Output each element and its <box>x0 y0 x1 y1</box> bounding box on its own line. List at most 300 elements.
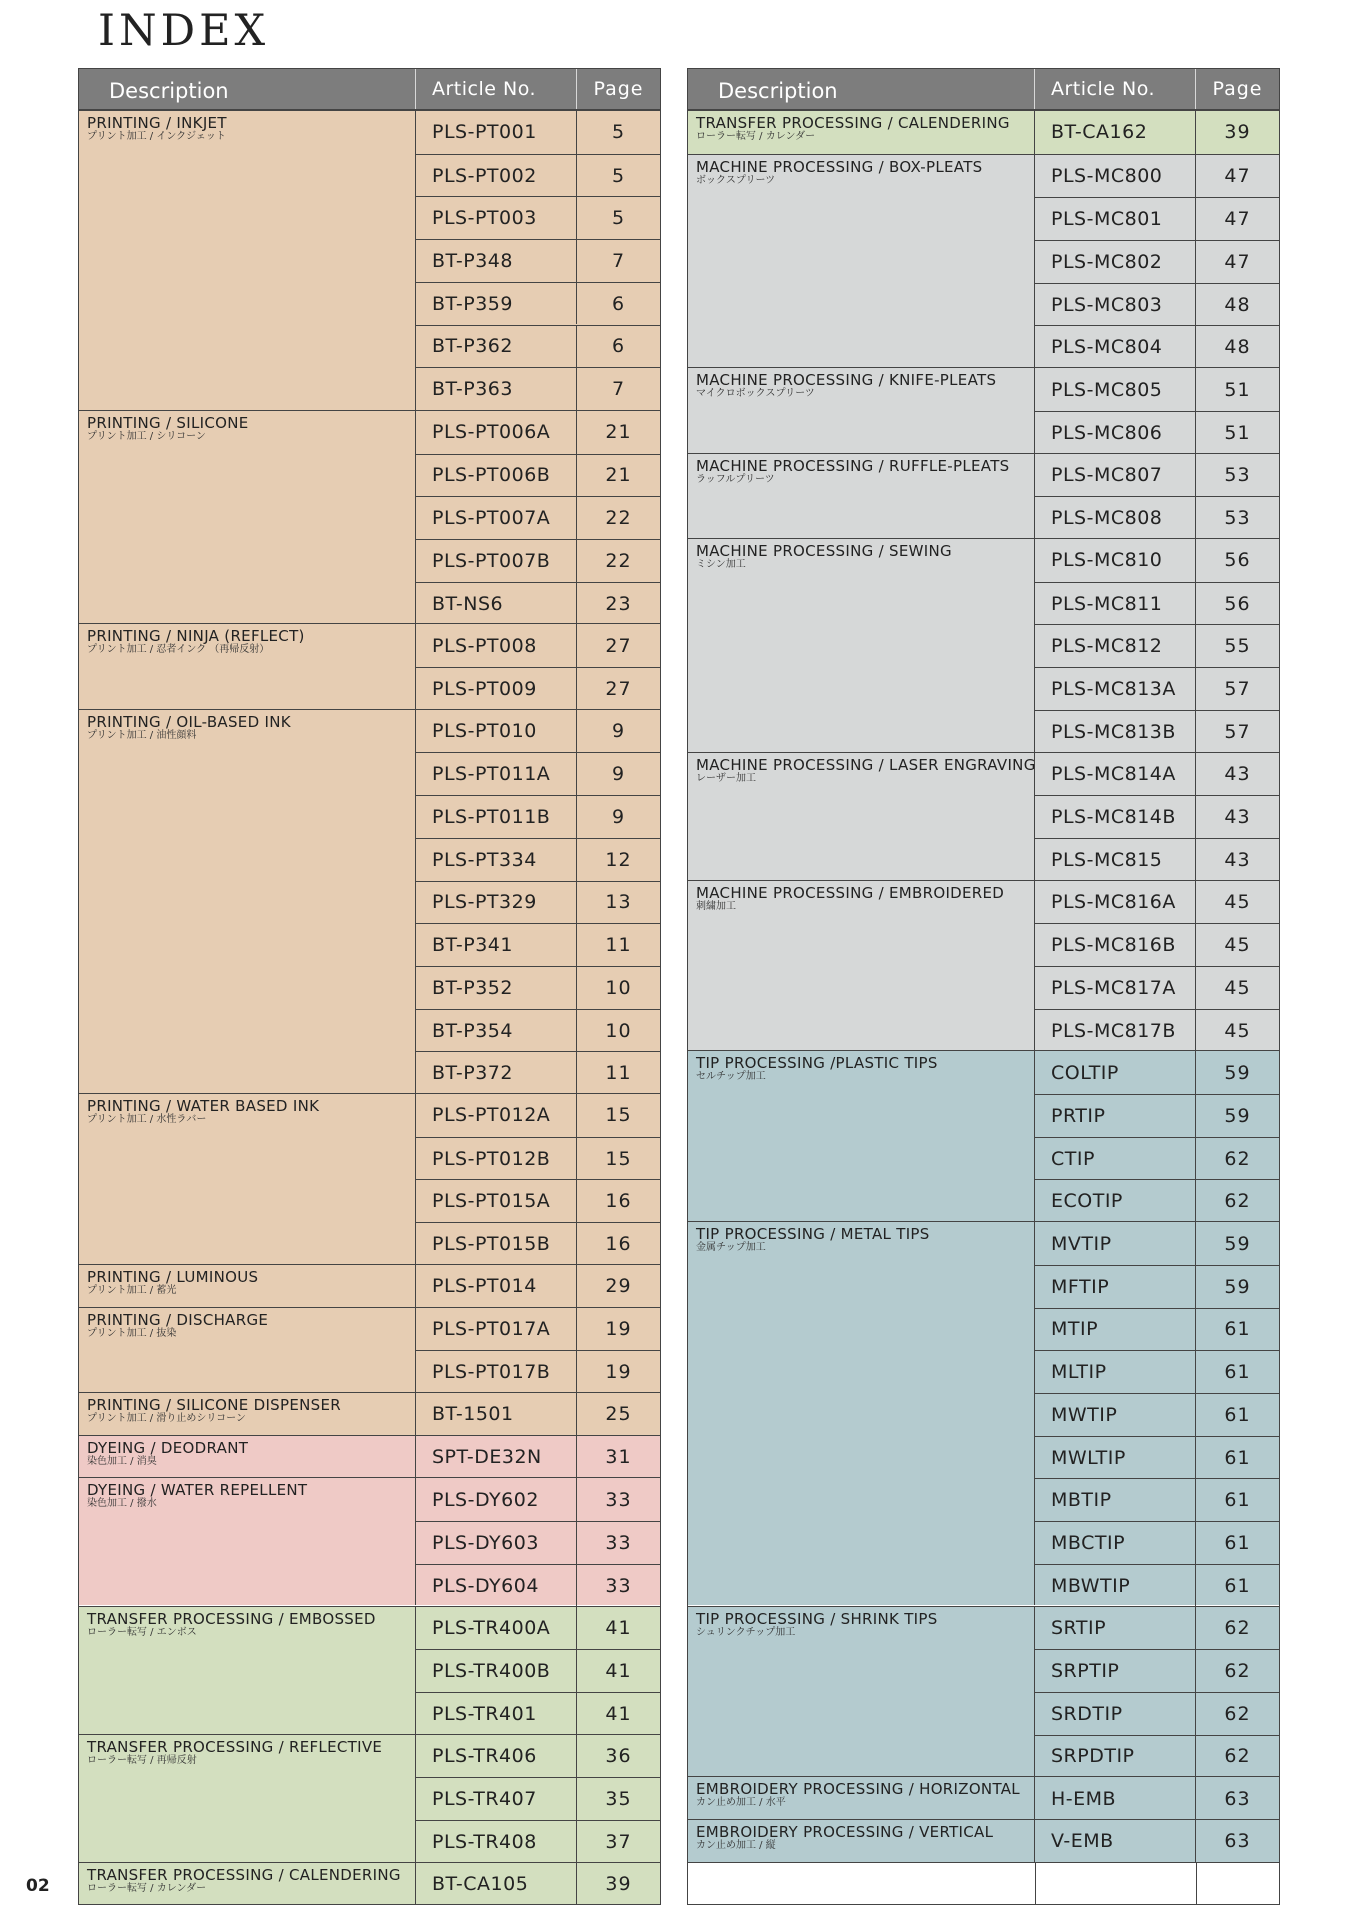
article-number: PLS-MC807 <box>1035 454 1196 497</box>
category-description <box>79 1436 416 1478</box>
category-name: MACHINE PROCESSING / RUFFLE-PLEATS <box>696 456 1010 475</box>
header-page: Page <box>593 78 644 100</box>
page-reference: 27 <box>605 677 632 700</box>
category-group <box>688 367 1279 452</box>
category-name-japanese: 金属チップ加工 <box>696 1242 766 1254</box>
article-number: MVTIP <box>1035 1222 1196 1265</box>
table-row <box>416 923 660 966</box>
category-name-japanese: カン止め加工 / 縦 <box>696 1840 776 1851</box>
table-row <box>416 582 660 625</box>
page-reference: 62 <box>1224 1190 1251 1213</box>
category-group <box>688 538 1279 752</box>
table-row <box>416 1649 660 1692</box>
table-row <box>416 411 660 454</box>
category-description <box>79 1265 416 1307</box>
article-number: PLS-MC803 <box>1035 284 1196 326</box>
table-row <box>1035 539 1279 582</box>
article-number: PLS-PT007B <box>416 540 577 582</box>
category-description <box>688 368 1035 452</box>
article-number: PLS-PT007A <box>416 497 577 539</box>
article-number: PLS-PT015A <box>416 1180 577 1222</box>
article-number: PLS-MC805 <box>1035 368 1196 411</box>
category-group <box>688 154 1279 368</box>
page-reference: 61 <box>1224 1531 1251 1554</box>
article-number: BT-CA162 <box>1035 111 1196 154</box>
table-row <box>1035 1009 1279 1052</box>
category-name-japanese: 染色加工 / 撥水 <box>87 1498 157 1510</box>
table-row <box>1035 923 1279 966</box>
page-reference: 19 <box>605 1361 632 1384</box>
article-number: PLS-MC801 <box>1035 198 1196 240</box>
article-number: COLTIP <box>1035 1051 1196 1094</box>
table-row <box>1035 411 1279 454</box>
page-reference: 62 <box>1224 1745 1251 1768</box>
table-row <box>1035 454 1279 497</box>
category-group <box>688 111 1279 154</box>
article-number: MBCTIP <box>1035 1522 1196 1564</box>
empty-cell <box>1035 1863 1197 1905</box>
table-row <box>1035 667 1279 710</box>
table-row <box>416 1137 660 1180</box>
category-name: DYEING / WATER REPELLENT <box>87 1481 308 1500</box>
page-reference: 51 <box>1224 421 1251 444</box>
page-reference: 33 <box>605 1488 632 1511</box>
article-number: PLS-PT012B <box>416 1138 577 1180</box>
article-number: PLS-PT017B <box>416 1351 577 1393</box>
category-description <box>688 155 1035 368</box>
page-reference: 53 <box>1224 463 1251 486</box>
article-number: PLS-PT003 <box>416 197 577 239</box>
category-name: MACHINE PROCESSING / SEWING <box>696 542 952 560</box>
category-description <box>79 1478 416 1605</box>
category-group <box>79 1093 660 1264</box>
header-description: Description <box>79 69 416 109</box>
table-row <box>1035 1051 1279 1094</box>
table-row <box>416 239 660 282</box>
table-row <box>1035 325 1279 368</box>
category-name-japanese: カン止め加工 / 水平 <box>696 1797 786 1809</box>
table-row <box>416 496 660 539</box>
article-number: PLS-PT014 <box>416 1265 577 1308</box>
article-number: PLS-MC804 <box>1035 326 1196 368</box>
page-reference: 36 <box>605 1744 632 1767</box>
empty-row <box>688 1862 1279 1905</box>
header-description: Description <box>688 69 1035 109</box>
page-reference: 29 <box>605 1275 632 1298</box>
article-number: PLS-PT017A <box>416 1308 577 1351</box>
page-title: INDEX <box>98 6 270 56</box>
page-reference: 5 <box>611 207 626 230</box>
table-row <box>416 454 660 497</box>
article-number: PLS-PT010 <box>416 710 577 753</box>
article-number: PLS-PT009 <box>416 668 577 710</box>
table-row <box>416 367 660 410</box>
article-number: BT-NS6 <box>416 583 577 625</box>
table-row <box>1035 1777 1279 1820</box>
article-number: PLS-DY602 <box>416 1478 577 1521</box>
category-name-japanese: ミシン加工 <box>696 559 746 570</box>
table-row <box>416 111 660 154</box>
article-number: PLS-TR407 <box>416 1778 577 1820</box>
page-number: 02 <box>26 1876 50 1896</box>
page-reference: 61 <box>1224 1489 1251 1512</box>
table-row <box>1035 496 1279 539</box>
table-row <box>1035 1137 1279 1180</box>
index-table-left <box>78 68 661 1905</box>
page-reference: 57 <box>1224 720 1251 743</box>
table-row <box>1035 1350 1279 1393</box>
page-reference: 63 <box>1224 1830 1251 1853</box>
article-number: PLS-PT015B <box>416 1223 577 1265</box>
page-reference: 27 <box>605 634 632 657</box>
page-reference: 39 <box>605 1873 632 1896</box>
category-name-japanese: 染色加工 / 消臭 <box>87 1455 157 1467</box>
category-name-japanese: プリント加工 / 忍者インク （再帰反射） <box>87 644 270 656</box>
article-number: SRDTIP <box>1035 1693 1196 1735</box>
article-number: PLS-PT006A <box>416 411 577 454</box>
category-description <box>688 454 1035 538</box>
page-reference: 10 <box>605 976 632 999</box>
table-row <box>1035 1436 1279 1479</box>
page-reference: 56 <box>1224 592 1251 615</box>
article-number: MBTIP <box>1035 1479 1196 1521</box>
category-name-japanese: 刺繍加工 <box>696 900 736 912</box>
article-number: PLS-DY603 <box>416 1522 577 1564</box>
article-number: PLS-MC811 <box>1035 583 1196 625</box>
category-description <box>79 1094 416 1264</box>
table-row <box>1035 710 1279 753</box>
page-reference: 7 <box>611 249 626 272</box>
page-reference: 47 <box>1224 208 1251 231</box>
page-reference: 7 <box>611 378 626 401</box>
category-name: TIP PROCESSING / METAL TIPS <box>696 1225 930 1244</box>
category-group <box>79 1734 660 1862</box>
category-name: TIP PROCESSING / SHRINK TIPS <box>696 1609 938 1628</box>
category-name-japanese: レーザー加工 <box>696 772 756 784</box>
table-row <box>416 1564 660 1607</box>
category-name-japanese: ローラー転写 / カレンダー <box>87 1882 207 1894</box>
category-description <box>79 1607 416 1734</box>
category-name-japanese: プリント加工 / 油性顔料 <box>87 729 197 741</box>
table-row <box>416 1179 660 1222</box>
category-name-japanese: プリント加工 / インクジェット <box>87 131 226 142</box>
article-number: PLS-TR406 <box>416 1735 577 1778</box>
header-page: Page <box>1212 78 1263 100</box>
page-reference: 15 <box>605 1104 632 1127</box>
page-reference: 35 <box>605 1788 632 1811</box>
page-reference: 37 <box>605 1830 632 1853</box>
category-description <box>79 624 416 708</box>
page-reference: 9 <box>611 763 626 786</box>
category-name: TRANSFER PROCESSING / CALENDERING <box>696 114 1010 132</box>
table-row <box>416 1521 660 1564</box>
category-description <box>688 539 1035 752</box>
category-name: EMBROIDERY PROCESSING / HORIZONTAL <box>696 1780 1020 1799</box>
article-number: PRTIP <box>1035 1095 1196 1137</box>
article-number: V-EMB <box>1035 1820 1196 1863</box>
page-reference: 61 <box>1224 1446 1251 1469</box>
page-reference: 19 <box>605 1317 632 1340</box>
table-row <box>1035 881 1279 924</box>
article-number: SRTIP <box>1035 1607 1196 1650</box>
page-reference: 43 <box>1224 848 1251 871</box>
article-number: PLS-MC816A <box>1035 881 1196 924</box>
article-number: BT-P348 <box>416 240 577 282</box>
page-reference: 59 <box>1224 1104 1251 1127</box>
table-row <box>416 1265 660 1308</box>
category-name: PRINTING / DISCHARGE <box>87 1310 269 1329</box>
page-reference: 11 <box>605 934 632 957</box>
category-name: PRINTING / SILICONE <box>87 413 249 432</box>
page-reference: 41 <box>605 1660 632 1683</box>
header-article-no: Article No. <box>1035 69 1196 109</box>
category-name: MACHINE PROCESSING / BOX-PLEATS <box>696 157 983 176</box>
table-row <box>1035 1820 1279 1863</box>
page-reference: 45 <box>1224 890 1251 913</box>
table-row <box>416 667 660 710</box>
table-row <box>1035 1179 1279 1222</box>
category-name: PRINTING / LUMINOUS <box>87 1267 259 1286</box>
category-group <box>79 1264 660 1307</box>
article-number: ECOTIP <box>1035 1180 1196 1222</box>
table-row <box>416 795 660 838</box>
table-row <box>1035 1222 1279 1265</box>
article-number: CTIP <box>1035 1138 1196 1180</box>
category-description <box>688 1820 1035 1862</box>
table-row <box>416 1820 660 1863</box>
article-number: PLS-MC815 <box>1035 839 1196 881</box>
article-number: BT-P363 <box>416 368 577 410</box>
table-row <box>416 752 660 795</box>
table-row <box>416 1735 660 1778</box>
table-row <box>416 1350 660 1393</box>
category-name: MACHINE PROCESSING / KNIFE-PLEATS <box>696 371 997 390</box>
article-number: PLS-PT001 <box>416 111 577 154</box>
empty-cell <box>688 1863 1036 1905</box>
category-name: MACHINE PROCESSING / LASER ENGRAVING <box>696 755 1036 774</box>
page-reference: 61 <box>1224 1361 1251 1384</box>
category-group <box>79 709 660 1093</box>
article-number: PLS-MC812 <box>1035 625 1196 667</box>
category-name-japanese: プリント加工 / シリコーン <box>87 430 206 442</box>
category-name: TIP PROCESSING /PLASTIC TIPS <box>696 1054 938 1073</box>
page-reference: 48 <box>1224 336 1251 359</box>
article-number: PLS-MC800 <box>1035 155 1196 198</box>
article-number: PLS-MC814B <box>1035 796 1196 838</box>
page-reference: 61 <box>1224 1574 1251 1597</box>
article-number: BT-1501 <box>416 1393 577 1436</box>
article-number: PLS-MC806 <box>1035 412 1196 454</box>
table-row <box>416 1607 660 1650</box>
category-name: PRINTING / OIL-BASED INK <box>87 712 291 731</box>
page-reference: 9 <box>611 806 626 829</box>
page-reference: 21 <box>605 464 632 487</box>
category-name-japanese: ローラー転写 / カレンダー <box>696 131 816 142</box>
table-row <box>416 1393 660 1436</box>
category-group <box>79 1435 660 1478</box>
category-name: TRANSFER PROCESSING / REFLECTIVE <box>87 1737 383 1756</box>
page-reference: 15 <box>605 1147 632 1170</box>
table-row <box>1035 795 1279 838</box>
table-row <box>1035 1607 1279 1650</box>
article-number: PLS-MC817A <box>1035 967 1196 1009</box>
category-name: EMBROIDERY PROCESSING / VERTICAL <box>696 1823 994 1841</box>
table-row <box>416 838 660 881</box>
page-reference: 6 <box>611 335 626 358</box>
table-row <box>1035 1265 1279 1308</box>
category-group <box>688 752 1279 880</box>
table-row <box>1035 240 1279 283</box>
page-reference: 33 <box>605 1531 632 1554</box>
table-header <box>79 69 660 111</box>
table-header <box>688 69 1279 111</box>
article-number: MBWTIP <box>1035 1565 1196 1607</box>
article-number: PLS-PT012A <box>416 1094 577 1137</box>
category-group <box>79 1477 660 1605</box>
category-name-japanese: プリント加工 / 水性ラバー <box>87 1114 207 1126</box>
category-name-japanese: シュリンクチップ加工 <box>696 1626 796 1638</box>
table-row <box>416 539 660 582</box>
category-description <box>688 1222 1035 1605</box>
article-number: BT-P359 <box>416 283 577 325</box>
category-name: PRINTING / WATER BASED INK <box>87 1097 320 1116</box>
page-reference: 47 <box>1224 250 1251 273</box>
article-number: PLS-PT008 <box>416 624 577 667</box>
page-reference: 59 <box>1224 1232 1251 1255</box>
category-description <box>688 111 1035 154</box>
table-row <box>416 1009 660 1052</box>
page-reference: 22 <box>605 549 632 572</box>
table-row <box>416 624 660 667</box>
page-reference: 31 <box>605 1446 632 1469</box>
table-row <box>1035 753 1279 796</box>
table-row <box>1035 1393 1279 1436</box>
page-reference: 33 <box>605 1574 632 1597</box>
page-reference: 55 <box>1224 635 1251 658</box>
page-reference: 45 <box>1224 934 1251 957</box>
table-row <box>416 1692 660 1735</box>
article-number: BT-P354 <box>416 1010 577 1052</box>
article-number: SPT-DE32N <box>416 1436 577 1479</box>
table-row <box>1035 966 1279 1009</box>
table-row <box>1035 838 1279 881</box>
table-row <box>416 154 660 197</box>
page-reference: 47 <box>1224 165 1251 188</box>
article-number: PLS-MC816B <box>1035 924 1196 966</box>
table-row <box>416 881 660 924</box>
table-row <box>416 710 660 753</box>
page-reference: 45 <box>1224 976 1251 999</box>
table-row <box>1035 1735 1279 1778</box>
category-description <box>688 753 1035 880</box>
article-number: MFTIP <box>1035 1266 1196 1308</box>
article-number: PLS-DY604 <box>416 1565 577 1607</box>
category-group <box>688 453 1279 538</box>
page-reference: 11 <box>605 1062 632 1085</box>
article-number: BT-P341 <box>416 924 577 966</box>
page-reference: 59 <box>1224 1275 1251 1298</box>
category-name-japanese: プリント加工 / 蓄光 <box>87 1284 177 1296</box>
page-reference: 41 <box>605 1702 632 1725</box>
article-number: PLS-PT006B <box>416 455 577 497</box>
category-group <box>688 1050 1279 1221</box>
category-description <box>688 1051 1035 1221</box>
article-number: PLS-MC802 <box>1035 241 1196 283</box>
table-row <box>1035 1564 1279 1607</box>
category-group <box>79 1862 660 1905</box>
header-article-no: Article No. <box>416 69 577 109</box>
category-group <box>79 1606 660 1734</box>
page-reference: 62 <box>1224 1147 1251 1170</box>
page-reference: 45 <box>1224 1019 1251 1042</box>
page-reference: 16 <box>605 1233 632 1256</box>
category-group <box>688 880 1279 1051</box>
category-description <box>79 1863 416 1905</box>
page-reference: 9 <box>611 720 626 743</box>
article-number: BT-P372 <box>416 1052 577 1094</box>
category-description <box>79 1393 416 1435</box>
article-number: PLS-TR401 <box>416 1693 577 1735</box>
article-number: BT-CA105 <box>416 1863 577 1906</box>
page-reference: 56 <box>1224 549 1251 572</box>
table-row <box>1035 1692 1279 1735</box>
page-reference: 25 <box>605 1403 632 1426</box>
page-reference: 57 <box>1224 677 1251 700</box>
article-number: PLS-TR408 <box>416 1821 577 1863</box>
article-number: BT-P352 <box>416 967 577 1009</box>
article-number: PLS-MC813B <box>1035 711 1196 753</box>
table-row <box>1035 111 1279 154</box>
category-name: PRINTING / SILICONE DISPENSER <box>87 1396 341 1414</box>
article-number: MLTIP <box>1035 1351 1196 1393</box>
article-number: PLS-PT011B <box>416 796 577 838</box>
table-row <box>1035 197 1279 240</box>
category-description <box>79 111 416 410</box>
page-reference: 23 <box>605 592 632 615</box>
category-group <box>688 1776 1279 1819</box>
category-group <box>79 1307 660 1392</box>
category-description <box>688 881 1035 1051</box>
category-name: PRINTING / INKJET <box>87 114 227 132</box>
category-name-japanese: ローラー転写 / 再帰反射 <box>87 1754 197 1766</box>
article-number: H-EMB <box>1035 1777 1196 1820</box>
table-row <box>1035 1308 1279 1351</box>
table-row <box>416 282 660 325</box>
category-group <box>79 111 660 410</box>
article-number: SRPTIP <box>1035 1650 1196 1692</box>
category-name: MACHINE PROCESSING / EMBROIDERED <box>696 883 1005 902</box>
table-row <box>1035 283 1279 326</box>
article-number: PLS-MC813A <box>1035 668 1196 710</box>
category-group <box>688 1819 1279 1862</box>
category-group <box>79 1392 660 1435</box>
page-reference: 5 <box>611 164 626 187</box>
page-reference: 51 <box>1224 378 1251 401</box>
table-row <box>1035 1094 1279 1137</box>
category-group <box>79 623 660 708</box>
category-name-japanese: マイクロボックスプリーツ <box>696 388 815 400</box>
page-reference: 13 <box>605 891 632 914</box>
page-reference: 22 <box>605 507 632 530</box>
category-name-japanese: ボックスプリーツ <box>696 174 776 186</box>
table-row <box>1035 582 1279 625</box>
article-number: BT-P362 <box>416 326 577 368</box>
page-reference: 39 <box>1224 121 1251 144</box>
category-name-japanese: ラッフルプリーツ <box>696 473 775 485</box>
category-description <box>79 1308 416 1392</box>
category-name: TRANSFER PROCESSING / EMBOSSED <box>87 1609 376 1628</box>
category-name-japanese: プリント加工 / 滑り止めシリコーン <box>87 1413 246 1424</box>
